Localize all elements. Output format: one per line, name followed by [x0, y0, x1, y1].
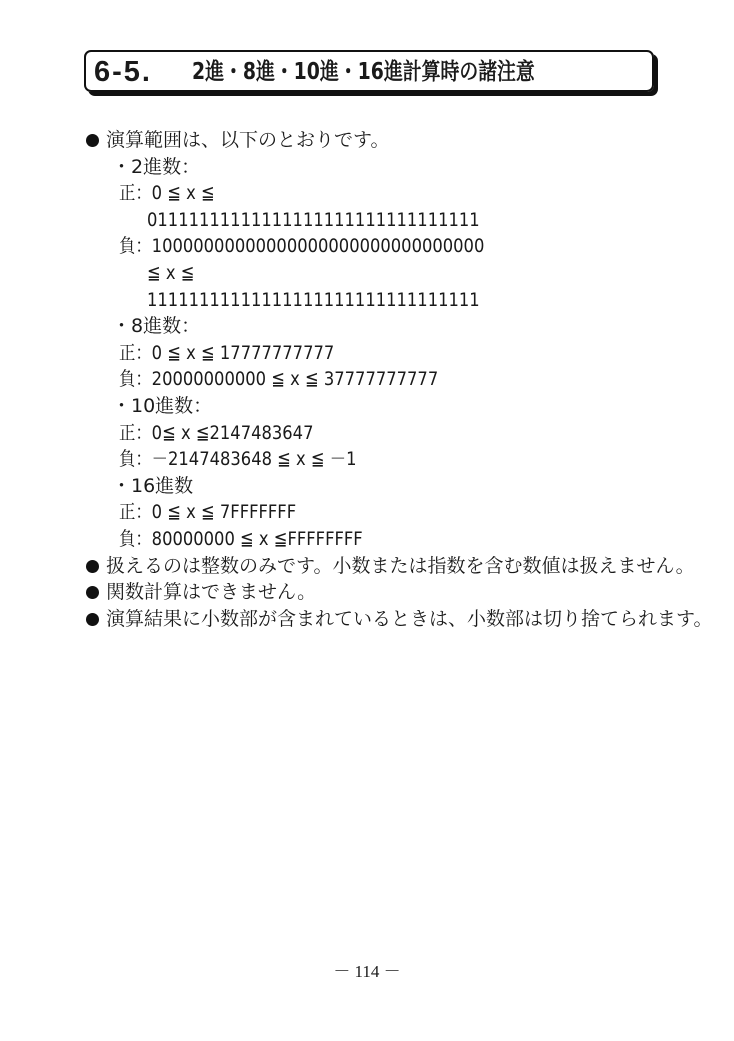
notes-body [84, 127, 713, 632]
bullet-item-range [84, 127, 704, 154]
section-title: 2進・8進・10進・16進計算時の諸注意 [192, 59, 535, 85]
binary-negative-upper: 11111111111111111111111111111111 [147, 288, 480, 311]
section-title-box [84, 50, 654, 92]
bullet-text: 関数計算はできません。 [106, 581, 317, 604]
hex-heading: ・16進数 [112, 474, 194, 497]
section-number: 6-5. [94, 56, 152, 88]
bullet-item-truncation [84, 606, 713, 633]
bullet-text: 演算範囲は、以下のとおりです。 [106, 129, 390, 151]
bullet-item-integers [84, 553, 704, 580]
binary-positive-range: 正：0 ≦ x ≦ [119, 182, 215, 205]
bullet-text: 演算結果に小数部が含まれているときは、小数部は切り捨てられます。 [106, 607, 713, 630]
octal-negative-range: 負：20000000000 ≦ x ≦ 37777777777 [119, 368, 439, 391]
binary-negative-op: ≦ x ≦ [147, 261, 195, 284]
hex-negative-range: 負：80000000 ≦ x ≦FFFFFFFF [119, 527, 363, 550]
octal-heading: ・8進数： [112, 315, 201, 338]
bullet-item-functions [84, 579, 704, 606]
decimal-negative-range: 負：－2147483648 ≦ x ≦ －1 [119, 448, 357, 471]
binary-negative-range: 負：10000000000000000000000000000000 [119, 235, 485, 258]
hex-positive-range: 正：0 ≦ x ≦ 7FFFFFFF [119, 501, 297, 524]
decimal-positive-range: 正：0≦ x ≦2147483647 [119, 421, 314, 444]
page-number: － 114 － [333, 962, 401, 981]
decimal-heading: ・10進数： [112, 394, 213, 417]
bullet-text: 扱えるのは整数のみです。小数または指数を含む数値は扱えません。 [106, 554, 695, 577]
octal-positive-range: 正：0 ≦ x ≦ 17777777777 [119, 341, 335, 364]
binary-positive-upper: 01111111111111111111111111111111 [147, 208, 480, 231]
binary-heading: ・2進数： [112, 155, 201, 178]
